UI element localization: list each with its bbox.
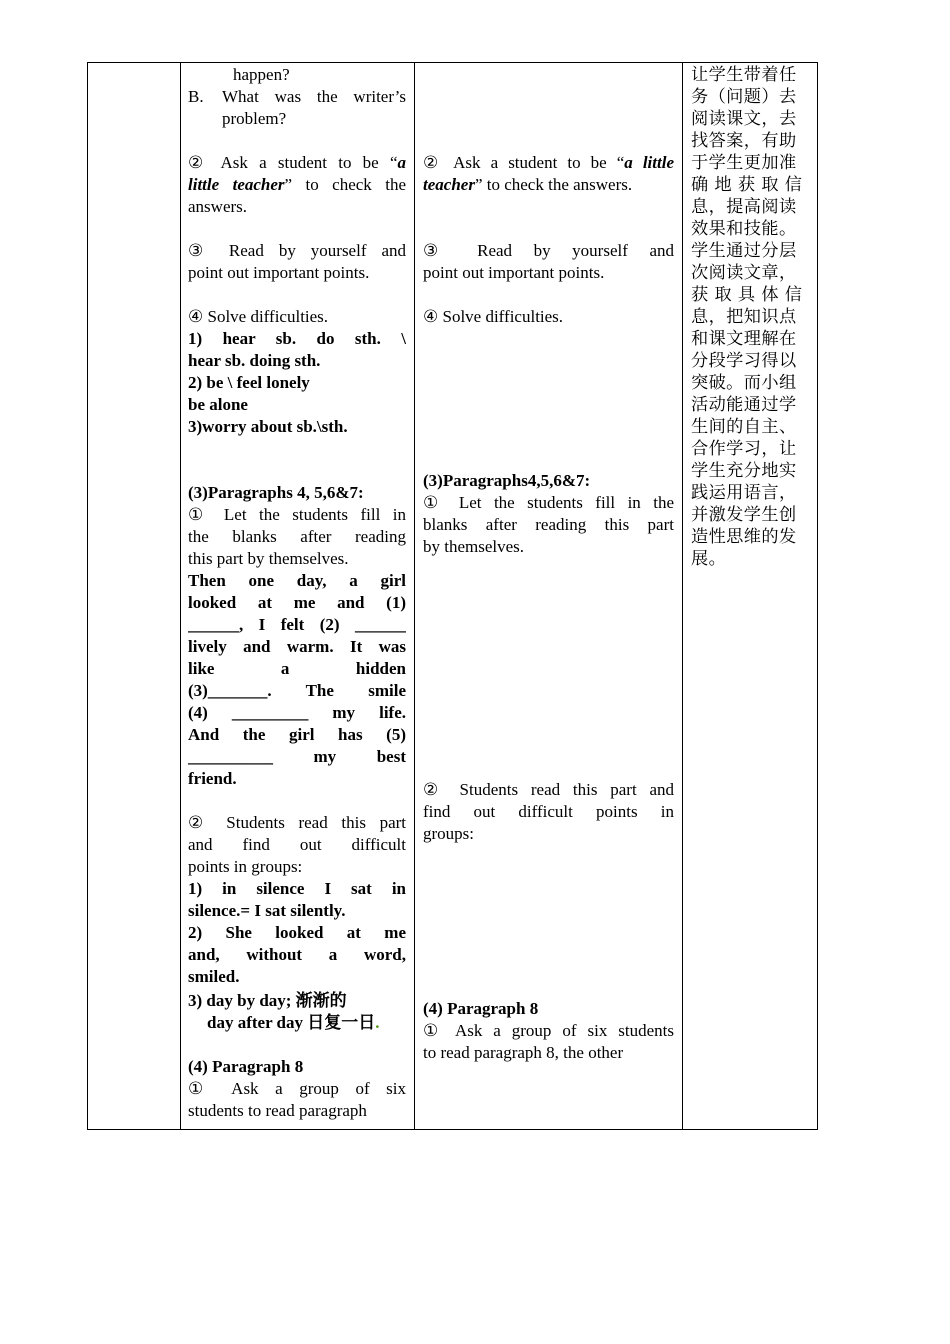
fill-blank-line: __________ my best — [188, 747, 406, 766]
step-text-line: answers. — [188, 197, 248, 216]
step-solve-difficulties: ④ Solve difficulties. — [423, 307, 564, 326]
section-title-paragraph-8: (4) Paragraph 8 — [423, 999, 539, 1018]
step-read-yourself-cont: point out important points. — [188, 263, 370, 282]
question-b-text: What was the writer’s — [222, 87, 406, 106]
design-intent-line: 务（问题）去 — [691, 87, 797, 107]
language-point-dot: . — [375, 1013, 380, 1032]
design-intent-line: 造性思维的发 — [691, 527, 797, 547]
language-point: 1) hear sb. do sth. \ — [188, 329, 406, 348]
step-ask-little-teacher-cont — [423, 174, 674, 196]
instruction-line: ① Ask a group of six students — [423, 1021, 674, 1040]
instruction-line: ① Let the students fill in — [188, 505, 406, 524]
fill-blank-line: (3)_______. The smile — [188, 681, 406, 700]
language-point: 3) day by day; 渐渐的 — [188, 991, 347, 1010]
lesson-plan-table — [87, 62, 818, 1130]
student-activity-column — [423, 63, 674, 1129]
language-point: 3)worry about sb.\sth. — [188, 417, 348, 436]
instruction-line: ② Students read this part — [188, 813, 406, 832]
design-intent-line: 次阅读文章， — [691, 263, 797, 283]
instruction-line: ② Students read this part and — [423, 780, 674, 799]
step-text: ” to check the answers. — [474, 175, 633, 194]
design-intent-line: 和课文理解在 — [691, 329, 797, 349]
instruction-line: points in groups: — [188, 857, 303, 876]
language-point-text: day after day 日复一日 — [207, 1013, 376, 1032]
step-read-yourself: ③ Read by yourself and — [188, 241, 406, 260]
step-ask-little-teacher — [423, 152, 674, 174]
step-ask-little-teacher — [188, 152, 406, 174]
instruction-line: by themselves. — [423, 537, 525, 556]
stage-column — [88, 63, 180, 1129]
question-b-label: B. — [188, 87, 204, 106]
section-title-paragraph-8: (4) Paragraph 8 — [188, 1057, 304, 1076]
instruction-line: ① Let the students fill in the — [423, 493, 674, 512]
fill-blank-line: lively and warm. It was — [188, 637, 406, 656]
fill-blank-line: like a hidden — [188, 659, 406, 678]
instruction-line: the blanks after reading — [188, 527, 406, 546]
design-intent-line: 突破。而小组 — [691, 373, 797, 393]
column-divider — [682, 63, 683, 1129]
instruction-line: this part by themselves. — [188, 549, 349, 568]
language-point: 2) She looked at me — [188, 923, 406, 942]
section-title-paragraphs-4-7: (3)Paragraphs4,5,6&7: — [423, 471, 591, 490]
language-point: be alone — [188, 395, 248, 414]
emphasis-text: little teacher — [188, 175, 285, 194]
fill-blank-line: (4) _________ my life. — [188, 703, 406, 722]
step-text: ② Ask a student to be “ — [188, 153, 398, 172]
language-point: 2) be \ feel lonely — [188, 373, 310, 392]
fill-blank-line: Then one day, a girl — [188, 571, 406, 590]
design-intent-line: 息，提高阅读 — [691, 197, 797, 217]
design-intent-line: 分段学习得以 — [691, 351, 797, 371]
instruction-line: find out difficult points in — [423, 802, 674, 821]
design-intent-line: 展。 — [691, 549, 727, 569]
emphasis-text: a little — [624, 153, 674, 172]
teacher-activity-column — [188, 64, 406, 1129]
design-intent-line: 让学生带着任 — [691, 65, 797, 85]
section-title-paragraphs-4-7: (3)Paragraphs 4, 5,6&7: — [188, 483, 364, 502]
emphasis-text: teacher — [423, 175, 475, 194]
fill-blank-line: And the girl has (5) — [188, 725, 406, 744]
column-divider — [180, 63, 181, 1129]
design-intent-line: 并激发学生创 — [691, 505, 797, 525]
instruction-line: blanks after reading this part — [423, 515, 674, 534]
question-b-text-cont: problem? — [222, 109, 287, 128]
design-intent-line: 确 地 获 取 信 — [691, 175, 803, 195]
design-intent-line: 效果和技能。 — [691, 219, 797, 239]
fill-blank-line: ______, I felt (2) ______ — [188, 615, 406, 634]
design-intent-line: 于学生更加准 — [691, 153, 797, 173]
design-intent-line: 阅读课文，去 — [691, 109, 797, 129]
design-intent-line: 生间的自主、 — [691, 417, 797, 437]
design-intent-line: 学生充分地实 — [691, 461, 797, 481]
instruction-line: students to read paragraph — [188, 1101, 367, 1120]
instruction-line: to read paragraph 8, the other — [423, 1043, 624, 1062]
column-divider — [414, 63, 415, 1129]
emphasis-text: a — [397, 153, 406, 172]
step-solve-difficulties: ④ Solve difficulties. — [188, 307, 329, 326]
design-intent-line: 获 取 具 体 信 — [691, 285, 803, 305]
design-intent-line: 找答案，有助 — [691, 131, 797, 151]
fill-blank-line: friend. — [188, 769, 237, 788]
design-intent-column — [691, 64, 815, 1129]
language-point: hear sb. doing sth. — [188, 351, 321, 370]
language-point: silence.= I sat silently. — [188, 901, 346, 920]
step-text: ② Ask a student to be “ — [423, 153, 625, 172]
instruction-line: groups: — [423, 824, 474, 843]
language-point — [188, 1012, 406, 1034]
step-read-yourself: ③ Read by yourself and — [423, 241, 674, 260]
design-intent-text — [691, 64, 815, 570]
language-point: smiled. — [188, 967, 240, 986]
instruction-line: and find out difficult — [188, 835, 406, 854]
design-intent-line: 践运用语言， — [691, 483, 797, 503]
design-intent-line: 学生通过分层 — [691, 241, 797, 261]
design-intent-line: 合作学习，让 — [691, 439, 797, 459]
language-point: and, without a word, — [188, 945, 406, 964]
question-a-tail: happen? — [233, 65, 290, 84]
step-ask-little-teacher-cont — [188, 174, 406, 196]
design-intent-line: 息，把知识点 — [691, 307, 797, 327]
step-read-yourself-cont: point out important points. — [423, 263, 605, 282]
instruction-line: ① Ask a group of six — [188, 1079, 406, 1098]
step-text: ” to check the — [284, 175, 406, 194]
fill-blank-line: looked at me and (1) — [188, 593, 406, 612]
question-b — [188, 86, 406, 108]
language-point: 1) in silence I sat in — [188, 879, 406, 898]
design-intent-line: 活动能通过学 — [691, 395, 797, 415]
